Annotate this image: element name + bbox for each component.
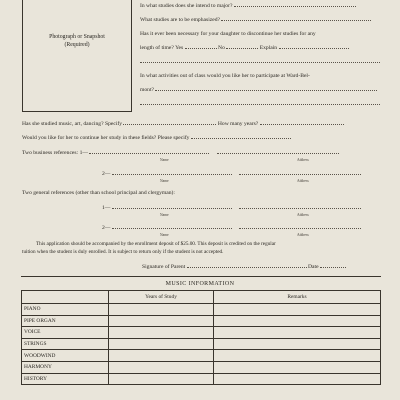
how-many-years-label: How many years? [217,121,259,127]
business-references-line1 [22,150,339,157]
business-ref2-number: 2— [102,171,111,177]
business-ref1-address-caption: Address [297,158,309,162]
discontinue-question: Has it ever been necessary for your daughter to discontinue her studies for any [140,31,316,37]
business-ref2-address-caption: Address [297,179,309,183]
deposit-note-line2: tuition when the student is duly enrolled. It is subject to return only if the student is not accepted. [22,249,224,255]
music-row-years[interactable] [109,315,214,327]
music-row-remarks[interactable] [214,315,381,327]
music-row-instrument: VOICE [22,327,109,339]
music-row [22,338,381,350]
business-ref2-address-field[interactable] [239,174,361,175]
explain-continuation [140,59,380,66]
activities-continuation-field[interactable] [140,104,380,105]
photo-label-line2: (Required) [64,42,90,48]
business-ref1-number: 1— [79,150,88,156]
signature-line [142,264,346,271]
general-ref2-number: 2— [102,225,111,231]
music-table-header-row [22,291,381,304]
major-question [140,3,356,10]
music-row-instrument: HARMONY [22,361,109,373]
signature-date-field[interactable] [320,267,346,268]
music-row-instrument: PIANO [22,304,109,316]
studied-music-label: Has she studied music, art, dancing? [22,121,104,127]
please-specify-field[interactable] [191,138,291,139]
music-row-years[interactable] [109,361,214,373]
general-ref1-address-field[interactable] [239,208,361,209]
emphasized-field[interactable] [221,20,371,21]
music-row [22,315,381,327]
signature-parent-field[interactable] [187,267,307,268]
continue-study-label: Would you like for her to continue her study in these fields? [22,135,157,141]
explain-continuation-field[interactable] [140,62,380,63]
photo-label-line1: Photograph or Snapshot [49,34,105,40]
general-ref2-name-field[interactable] [112,228,232,229]
emphasized-label: What studies are to be emphasized? [140,17,220,23]
music-row-remarks[interactable] [214,327,381,339]
music-row-remarks[interactable] [214,373,381,385]
continue-study-question [22,135,291,142]
general-ref1-name-caption: Name [160,213,169,217]
how-many-years-field[interactable] [260,124,344,125]
please-specify-label: Please specify [157,135,190,141]
general-ref1-address-caption: Address [297,213,309,217]
general-ref2-address-field[interactable] [239,228,361,229]
business-ref1-name-caption: Name [160,158,169,162]
music-row [22,373,381,385]
specify-label: Specify [104,121,123,127]
signature-parent-label: Signature of Parent [142,264,186,270]
major-field[interactable] [234,6,356,7]
mont-label: mont? [140,87,154,93]
general-references-line2 [102,225,361,232]
mont-line [140,87,377,94]
activities-continuation [140,101,380,108]
no-label: No [218,45,225,51]
specify-field[interactable] [123,124,216,125]
activities-question: In what activities out of class would you like her to participate at Ward-Bel- [140,73,310,79]
length-label: length of time? [140,45,174,51]
business-ref1-name-field[interactable] [89,153,209,154]
no-field[interactable] [226,48,258,49]
general-references-line1 [102,205,361,212]
music-row-years[interactable] [109,373,214,385]
business-references-line2 [102,171,361,178]
length-question [140,45,349,52]
music-row-instrument: STRINGS [22,338,109,350]
music-information-table [21,290,381,385]
business-references-label: Two business references: [22,150,79,156]
major-label: In what studies does she intend to major? [140,3,233,9]
music-row [22,304,381,316]
emphasized-question [140,17,371,24]
music-row-years[interactable] [109,338,214,350]
music-row-remarks[interactable] [214,304,381,316]
general-ref2-name-caption: Name [160,233,169,237]
photo-label [23,33,131,49]
music-remarks-header: Remarks [214,291,381,304]
music-row [22,361,381,373]
music-row [22,350,381,362]
music-row-remarks[interactable] [214,361,381,373]
deposit-note-line1: This application should be accompanied by the enrollment deposit of $25.00. This deposit is credited on the regular [36,241,276,247]
music-years-header: Years of Study [109,291,214,304]
general-ref2-address-caption: Address [297,233,309,237]
explain-label: Explain [259,45,278,51]
explain-field[interactable] [279,48,349,49]
yes-label: Yes [175,45,184,51]
section-divider [21,276,381,277]
activities-field[interactable] [155,90,377,91]
music-row [22,327,381,339]
music-row-years[interactable] [109,327,214,339]
general-ref1-name-field[interactable] [112,208,232,209]
business-ref2-name-caption: Name [160,179,169,183]
music-row-years[interactable] [109,350,214,362]
general-ref1-number: 1— [102,205,111,211]
music-row-remarks[interactable] [214,338,381,350]
signature-date-label: Date [308,264,319,270]
business-ref2-name-field[interactable] [112,174,232,175]
music-row-instrument: HISTORY [22,373,109,385]
music-row-instrument: WOODWIND [22,350,109,362]
general-references-label: Two general references (other than school principal and clergyman): [22,190,175,196]
music-row-years[interactable] [109,304,214,316]
music-information-title: MUSIC INFORMATION [165,281,235,287]
music-row-instrument: PIPE ORGAN [22,315,109,327]
studied-music-question [22,121,344,128]
music-row-remarks[interactable] [214,350,381,362]
photo-box [22,0,132,112]
yes-field[interactable] [185,48,217,49]
music-instrument-header [22,291,109,304]
business-ref1-address-field[interactable] [217,153,339,154]
